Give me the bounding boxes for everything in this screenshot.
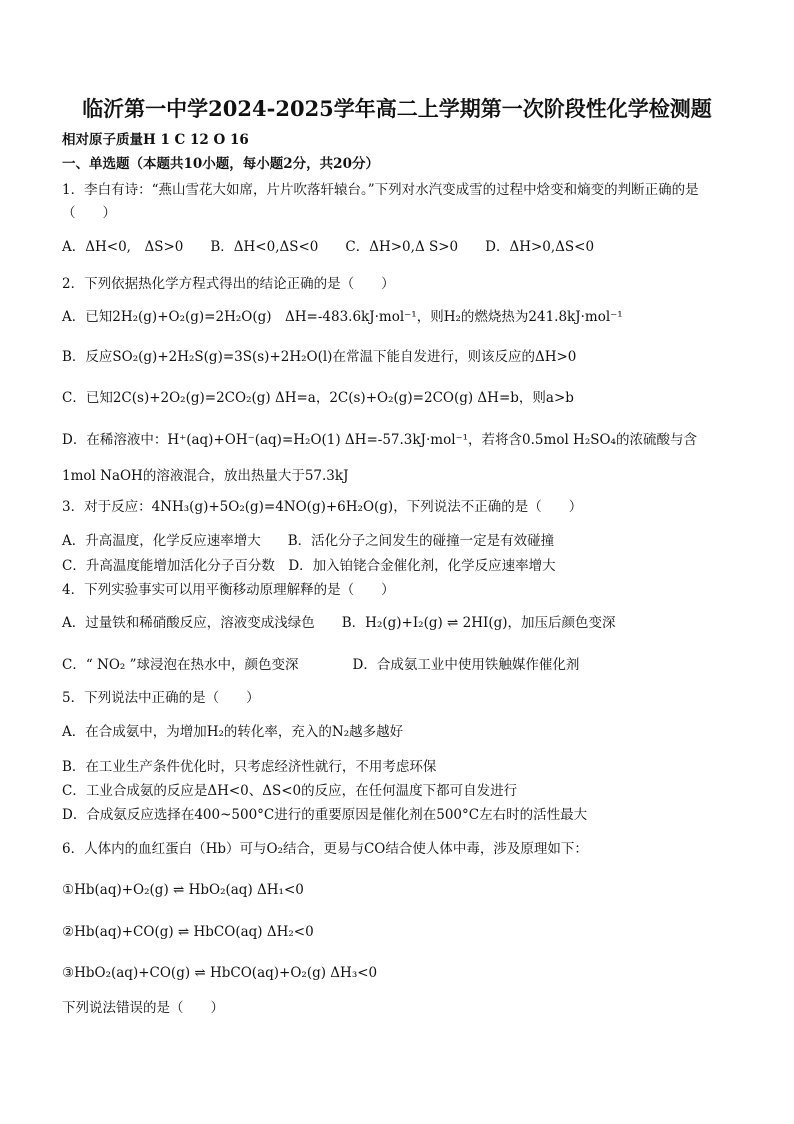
question-3-options-cd: C．升高温度能增加活化分子百分数 D．加入铂铑合金催化剂，化学反应速率增大 — [62, 558, 556, 574]
question-1-blank: （ ） — [62, 205, 116, 221]
question-1-stem: 1．李白有诗：“燕山雪花大如席，片片吹落轩辕台。”下列对水汽变成雪的过程中焓变和熵变的判断正确的是 — [62, 182, 699, 198]
reaction-3: ③HbO₂(aq)+CO(g) ⇌ HbCO(aq)+O₂(g) ΔH₃<0 — [62, 965, 378, 981]
question-5-option-d: D．合成氨反应选择在400~500°C进行的重要原因是催化剂在500°C左右时的活性最大 — [62, 807, 588, 823]
question-5-option-b: B．在工业生产条件优化时，只考虑经济性就行，不用考虑环保 — [62, 759, 437, 775]
question-3-stem: 3．对于反应：4NH₃(g)+5O₂(g)=4NO(g)+6H₂O(g)，下列说法不正确的是（ ） — [62, 499, 583, 515]
reaction-2: ②Hb(aq)+CO(g) ⇌ HbCO(aq) ΔH₂<0 — [62, 924, 314, 940]
question-2-stem: 2．下列依据热化学方程式得出的结论正确的是（ ） — [62, 276, 395, 292]
question-4-options-cd: C．“ NO₂ ”球浸泡在热水中，颜色变深 D．合成氨工业中使用铁触媒作催化剂 — [62, 657, 580, 673]
section-heading: 一、单选题（本题共10小题，每小题2分，共20分） — [62, 156, 379, 172]
question-2-option-a: A．已知2H₂(g)+O₂(g)=2H₂O(g) ΔH=-483.6kJ·mol⁻¹，则H₂的燃烧热为241.8kJ·mol⁻¹ — [62, 309, 623, 325]
question-4-stem: 4．下列实验事实可以用平衡移动原理解释的是（ ） — [62, 582, 395, 598]
reaction-1: ①Hb(aq)+O₂(g) ⇌ HbO₂(aq) ΔH₁<0 — [62, 882, 304, 898]
atomic-mass-line: 相对原子质量H 1 C 12 O 16 — [62, 132, 249, 148]
question-5-option-a: A．在合成氨中，为增加H₂的转化率，充入的N₂越多越好 — [62, 724, 404, 740]
question-6-stem: 6．人体内的血红蛋白（Hb）可与O₂结合，更易与CO结合使人体中毒，涉及原理如下： — [62, 841, 588, 857]
question-3-options-ab: A．升高温度，化学反应速率增大 B．活化分子之间发生的碰撞一定是有效碰撞 — [62, 533, 555, 549]
question-2-option-b: B．反应SO₂(g)+2H₂S(g)=3S(s)+2H₂O(l)在常温下能自发进行，则该反应的ΔH>0 — [62, 349, 577, 365]
question-4-options-ab: A．过量铁和稀硝酸反应，溶液变成浅绿色 B．H₂(g)+I₂(g) ⇌ 2HI(g)，加压后颜色变深 — [62, 615, 616, 631]
question-1-options: A．ΔH<0, ΔS>0 B．ΔH<0,ΔS<0 C．ΔH>0,Δ S>0 D．ΔH>0,ΔS<0 — [62, 239, 595, 255]
question-2-option-c: C．已知2C(s)+2O₂(g)=2CO₂(g) ΔH=a，2C(s)+O₂(g)=2CO(g) ΔH=b，则a>b — [62, 390, 574, 406]
question-2-option-d: D．在稀溶液中：H⁺(aq)+OH⁻(aq)=H₂O(1) ΔH=-57.3kJ·mol⁻¹，若将含0.5mol H₂SO₄的浓硫酸与含 — [62, 432, 697, 448]
question-6-prompt: 下列说法错误的是（ ） — [62, 1000, 224, 1016]
question-5-option-c: C．工业合成氨的反应是ΔH<0、ΔS<0的反应，在任何温度下都可自发进行 — [62, 783, 518, 799]
question-2-option-d-cont: 1mol NaOH的溶液混合，放出热量大于57.3kJ — [62, 468, 349, 484]
question-5-stem: 5．下列说法中正确的是（ ） — [62, 690, 260, 706]
page-title: 临沂第一中学2024-2025学年高二上学期第一次阶段性化学检测题 — [82, 96, 712, 121]
